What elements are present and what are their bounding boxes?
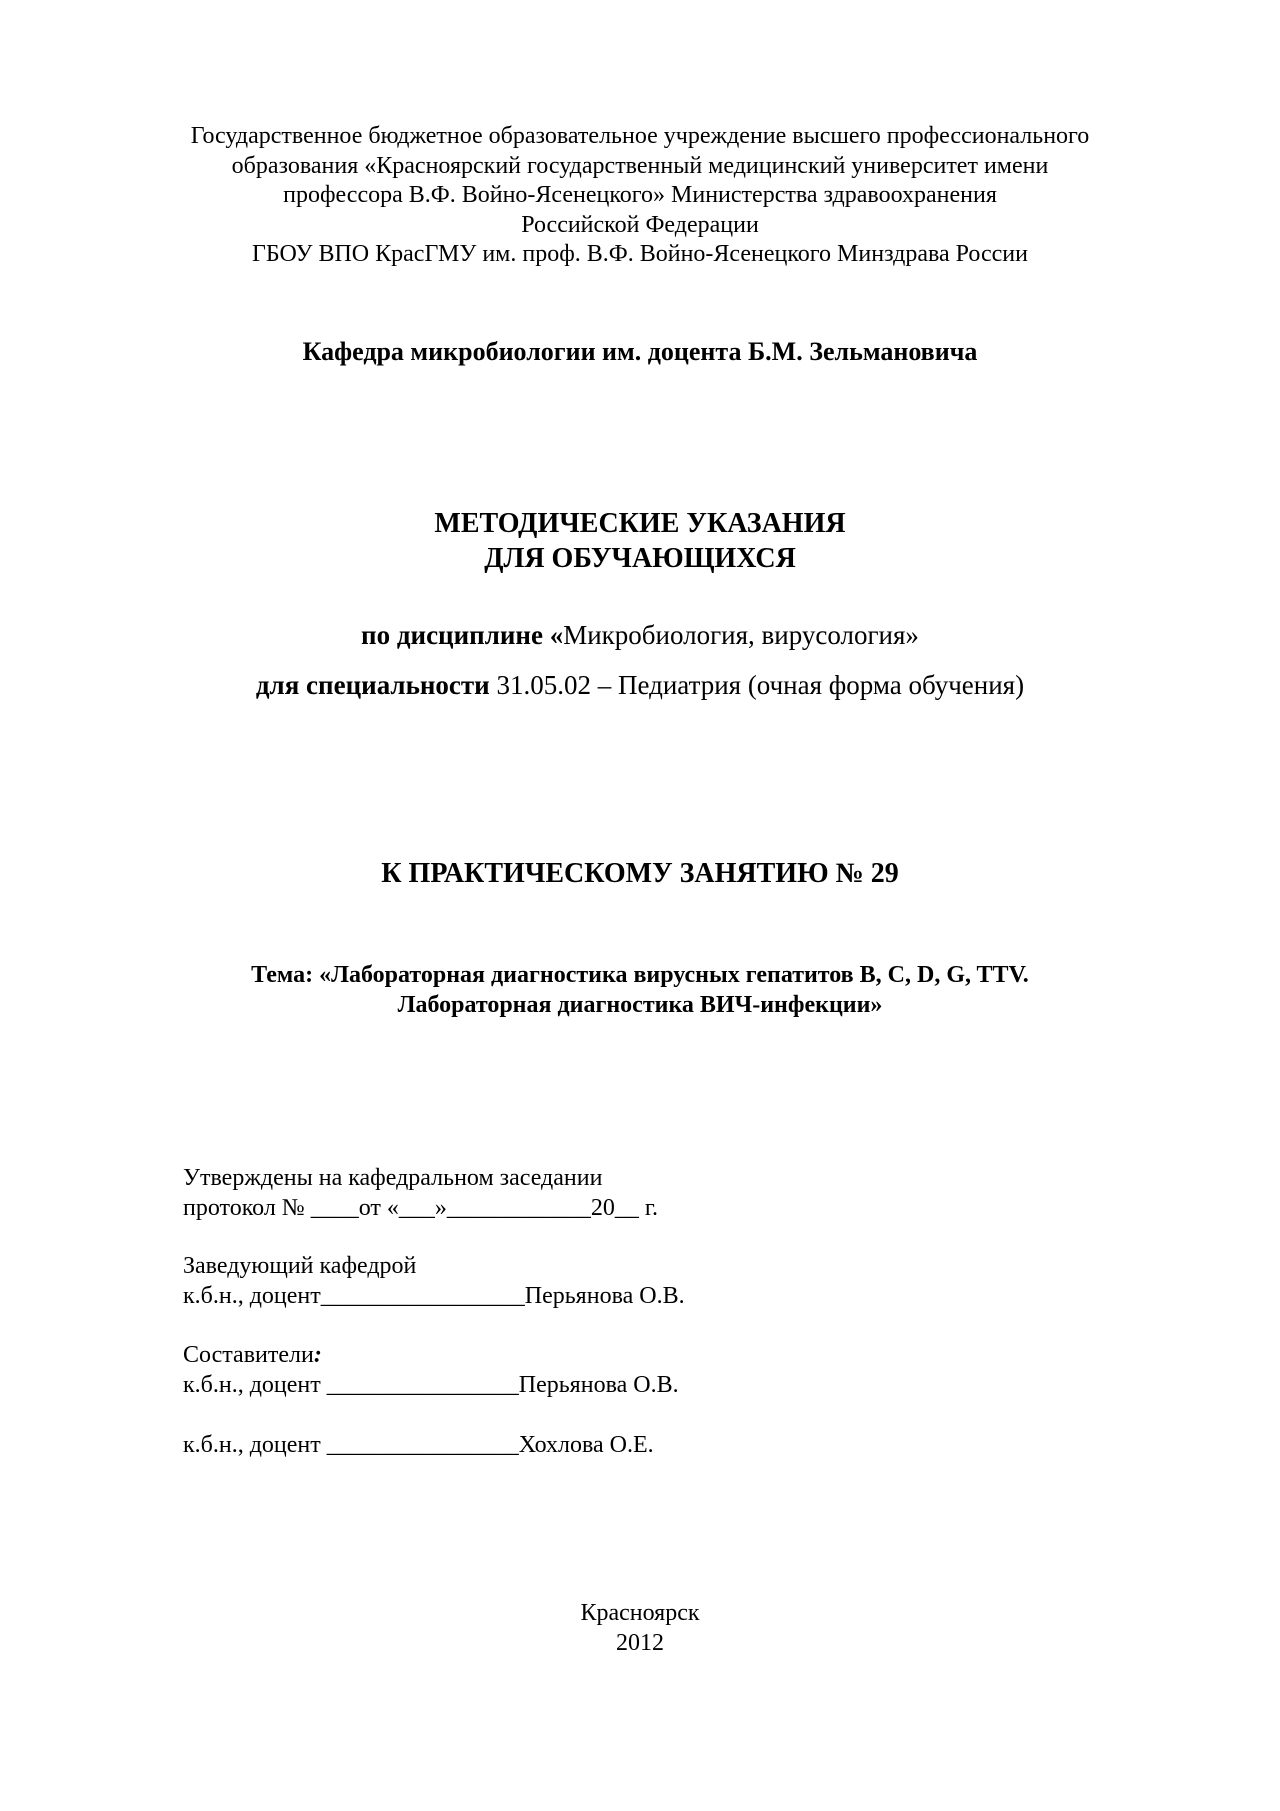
specialty-line [0, 670, 1280, 701]
title-line-2: ДЛЯ ОБУЧАЮЩИХСЯ [484, 543, 796, 574]
topic-block [0, 960, 1280, 1020]
head-label: Заведующий кафедрой [183, 1253, 417, 1279]
institution-header [0, 122, 1280, 270]
footer-year: 2012 [616, 1630, 664, 1656]
department-title: Кафедра микробиологии им. доцента Б.М. Зельмановича [302, 337, 978, 366]
discipline-label: по дисциплине « [361, 620, 564, 650]
approval-line-2: протокол № ____от «___»____________20__ г. [183, 1195, 659, 1221]
compiler-2-block [183, 1430, 654, 1460]
lesson-title: К ПРАКТИЧЕСКОМУ ЗАНЯТИЮ № 29 [381, 858, 899, 889]
head-signature-line: к.б.н., доцент_________________Перьянова О.В. [183, 1283, 685, 1309]
head-of-department-block [183, 1251, 685, 1311]
compiler-1-line: к.б.н., доцент ________________Перьянова О.В. [183, 1372, 679, 1398]
compilers-heading [183, 1340, 679, 1370]
header-line-2: образования «Красноярский государственный медицинский университет имени [231, 152, 1049, 179]
specialty-value: 31.05.02 – Педиатрия (очная форма обучения) [489, 670, 1025, 700]
title-line-1: МЕТОДИЧЕСКИЕ УКАЗАНИЯ [434, 508, 846, 539]
compilers-label: Составители [183, 1342, 314, 1368]
compilers-colon: : [313, 1342, 322, 1368]
approval-line-1: Утверждены на кафедральном заседании [183, 1165, 603, 1191]
header-line-5: ГБОУ ВПО КрасГМУ им. проф. В.Ф. Войно-Ясенецкого Минздрава России [251, 241, 1028, 267]
specialty-label: для специальности [255, 670, 490, 700]
document-title [0, 506, 1280, 576]
footer-block [0, 1598, 1280, 1658]
discipline-value: Микробиология, вирусология» [563, 620, 919, 650]
topic-line-1: Тема: «Лабораторная диагностика вирусных гепатитов В, С, D, G, TTV. [251, 962, 1029, 988]
header-line-1: Государственное бюджетное образовательное учреждение высшего профессионального [190, 123, 1090, 149]
compiler-2-line: к.б.н., доцент ________________Хохлова О.Е. [183, 1432, 654, 1458]
discipline-line [0, 620, 1280, 651]
compilers-block [183, 1340, 679, 1400]
footer-city: Красноярск [580, 1600, 700, 1626]
header-line-3: профессора В.Ф. Войно-Ясенецкого» Министерства здравоохранения [283, 182, 997, 208]
approval-block [183, 1163, 658, 1223]
topic-line-2: Лабораторная диагностика ВИЧ-инфекции» [397, 992, 883, 1018]
header-line-4: Российской Федерации [521, 211, 759, 238]
